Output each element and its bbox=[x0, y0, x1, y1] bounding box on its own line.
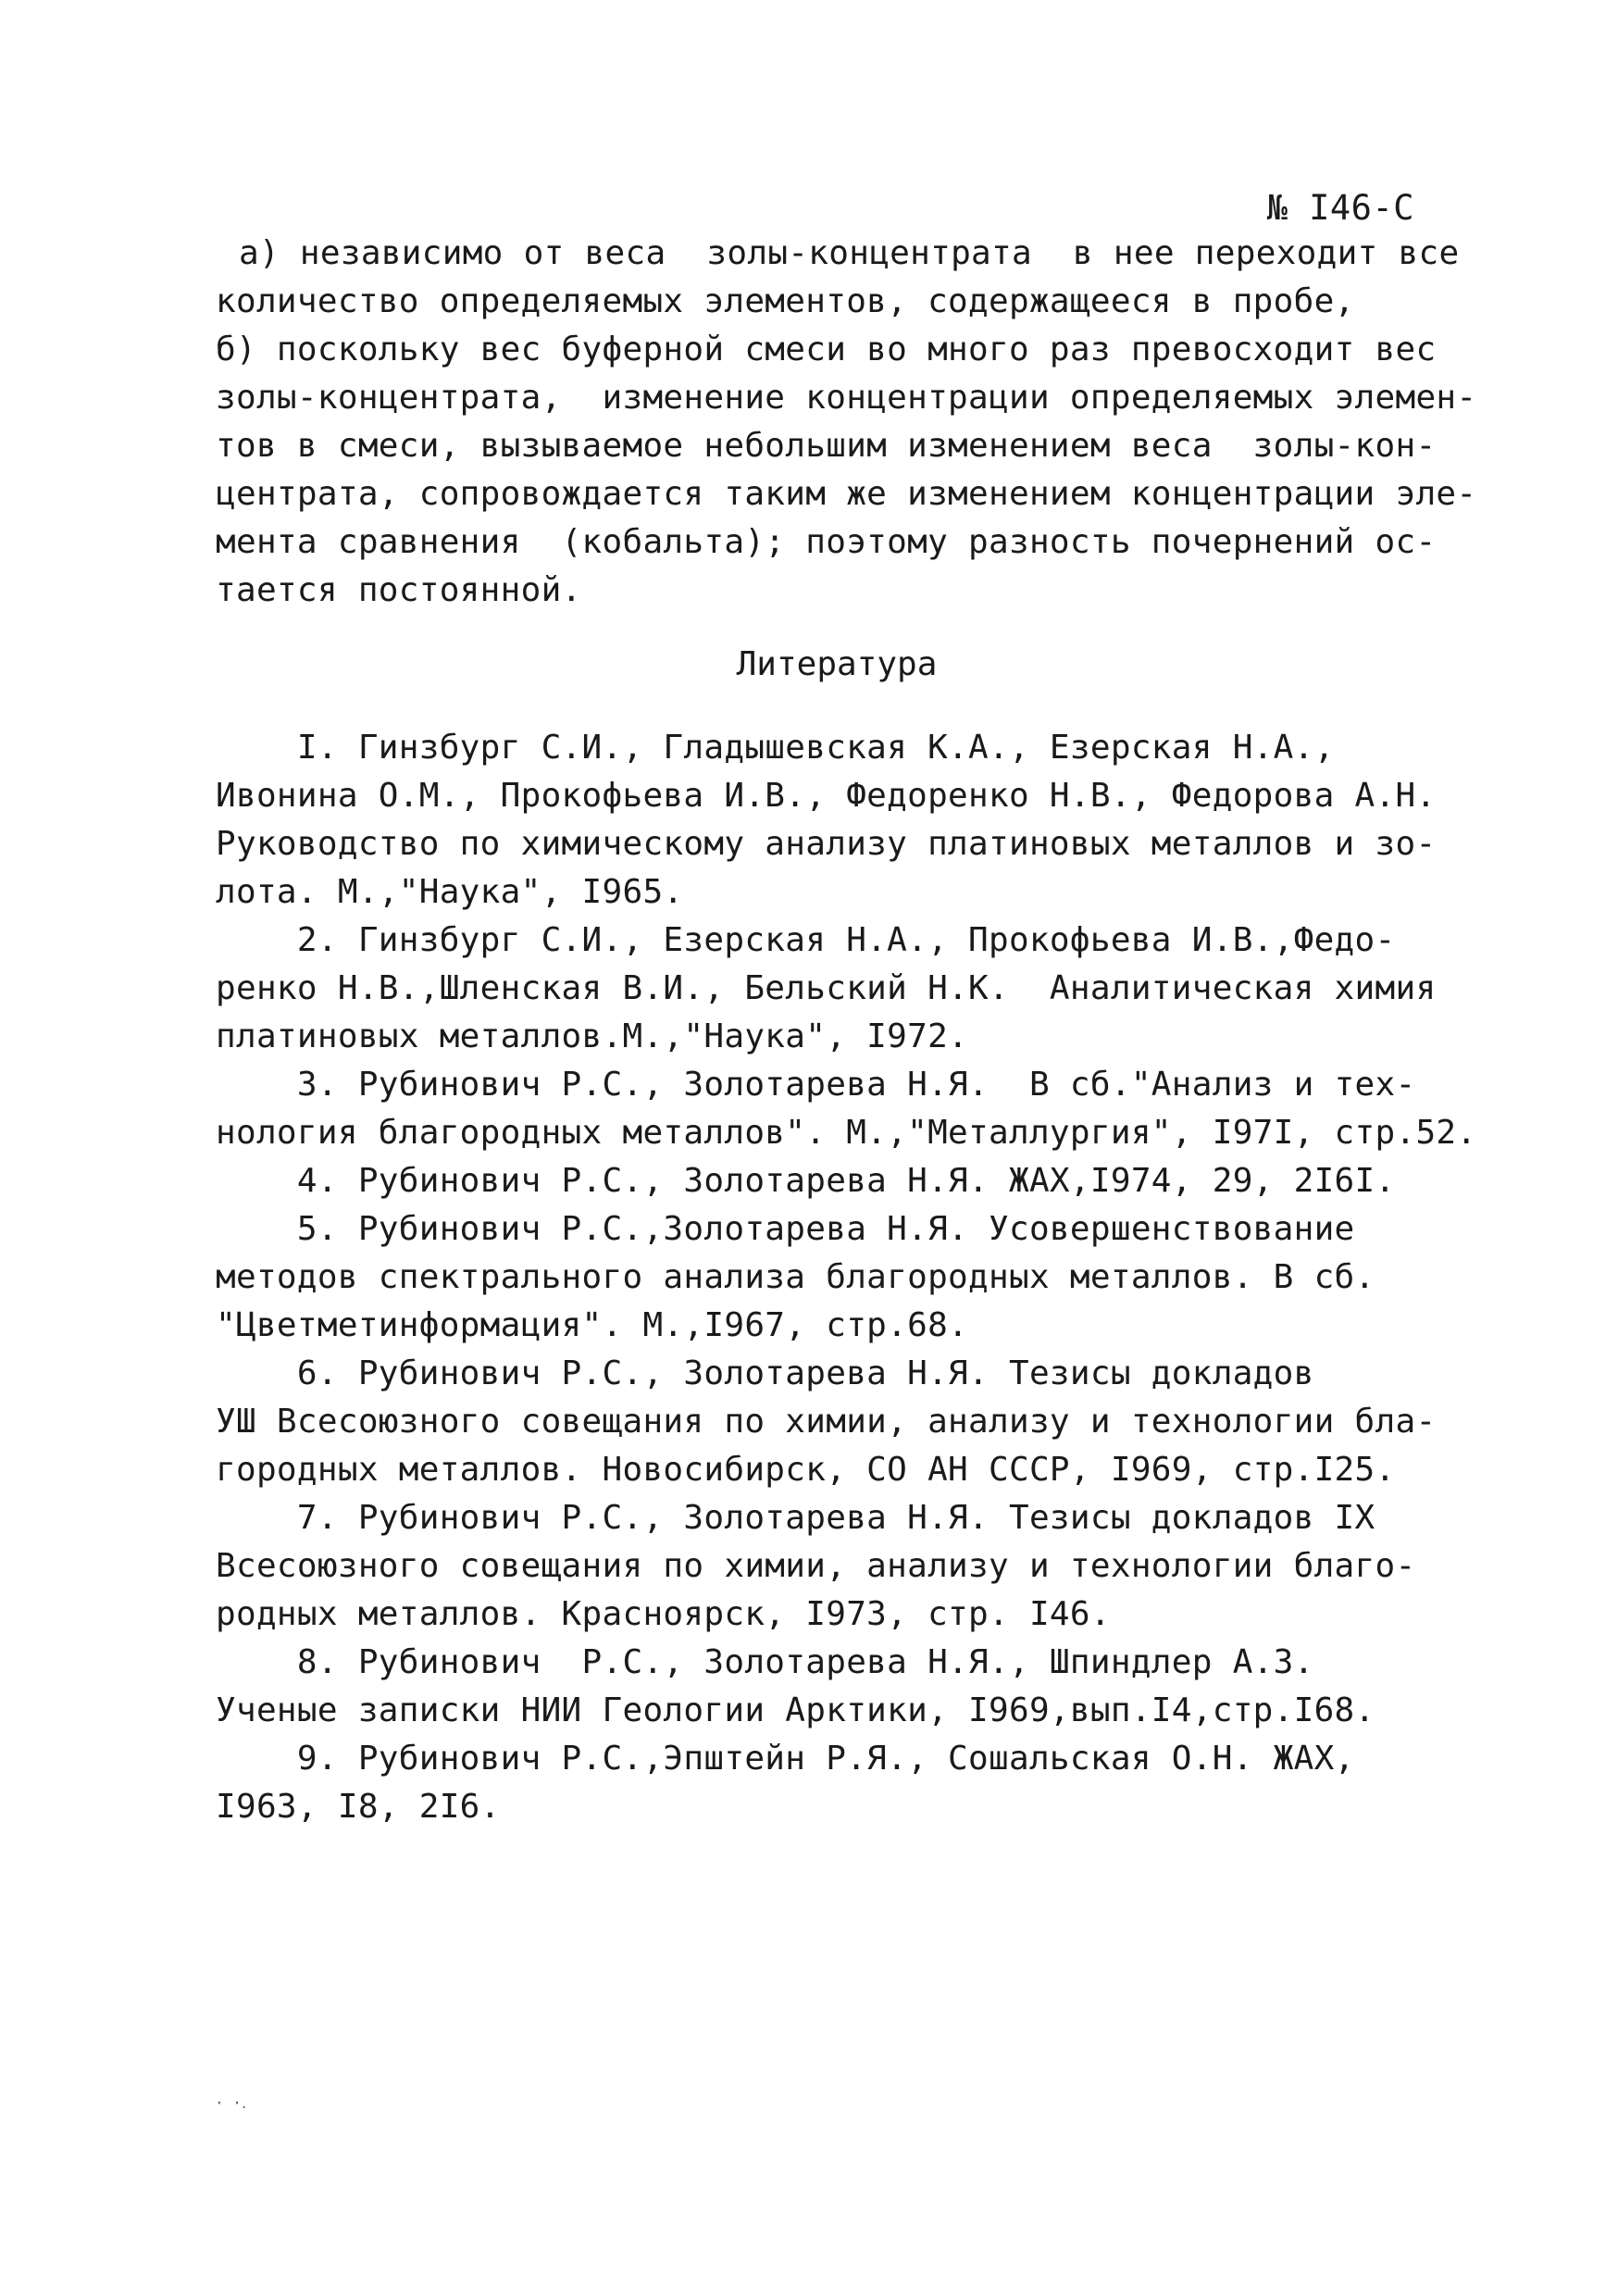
body-line: количество определяемых элементов, содержащееся в пробе, bbox=[216, 282, 1355, 320]
reference-line: "Цветметинформация". М.,I967, стр.68. bbox=[216, 1306, 969, 1344]
reference-line: Ученые записки НИИ Геологии Арктики, I969,вып.I4,стр.I68. bbox=[216, 1691, 1375, 1729]
reference-line: I963, I8, 2I6. bbox=[216, 1788, 501, 1826]
references-heading: Литература bbox=[736, 645, 938, 683]
reference-line: 9. Рубинович Р.С.,Эпштейн Р.Я., Сошальская О.Н. ЖАХ, bbox=[216, 1740, 1355, 1778]
reference-line: ренко Н.В.,Шленская В.И., Бельский Н.К. Аналитическая химия bbox=[216, 969, 1437, 1007]
reference-line: городных металлов. Новосибирск, СО АН СССР, I969, стр.I25. bbox=[216, 1451, 1396, 1489]
body-line: мента сравнения (кобальта); поэтому разность почернений ос- bbox=[216, 523, 1437, 561]
body-line: золы-концентрата, изменение концентрации определяемых элемен- bbox=[216, 379, 1477, 417]
reference-line: 2. Гинзбург С.И., Езерская Н.А., Прокофьева И.В.,Федо- bbox=[216, 921, 1396, 959]
body-line: тается постоянной. bbox=[216, 571, 582, 609]
reference-line: Руководство по химическому анализу платиновых металлов и зо- bbox=[216, 825, 1437, 863]
reference-line: Всесоюзного совещания по химии, анализу и технологии благо- bbox=[216, 1547, 1416, 1585]
reference-line: 5. Рубинович Р.С.,Золотарева Н.Я. Усовершенствование bbox=[216, 1210, 1355, 1248]
reference-line: платиновых металлов.М.,"Наука", I972. bbox=[216, 1017, 969, 1055]
reference-line: 4. Рубинович Р.С., Золотарева Н.Я. ЖАХ,I974, 29, 2I6I. bbox=[216, 1162, 1396, 1200]
reference-line: нология благородных металлов". М.,"Металлургия", I97I, стр.52. bbox=[216, 1114, 1477, 1152]
reference-line: 3. Рубинович Р.С., Золотарева Н.Я. В сб."Анализ и тех- bbox=[216, 1066, 1416, 1104]
reference-line: 6. Рубинович Р.С., Золотарева Н.Я. Тезисы докладов bbox=[216, 1354, 1314, 1392]
reference-line: родных металлов. Красноярск, I973, стр. I46. bbox=[216, 1595, 1111, 1633]
reference-line: методов спектрального анализа благородных металлов. В сб. bbox=[216, 1258, 1375, 1296]
reference-line: лота. М.,"Наука", I965. bbox=[216, 873, 684, 911]
reference-line: 7. Рубинович Р.С., Золотарева Н.Я. Тезисы докладов IX bbox=[216, 1499, 1375, 1537]
document-number: № I46-С bbox=[1266, 188, 1414, 228]
reference-line: I. Гинзбург С.И., Гладышевская К.А., Езерская Н.А., bbox=[216, 729, 1335, 767]
reference-line: УШ Всесоюзного совещания по химии, анализу и технологии бла- bbox=[216, 1403, 1437, 1441]
body-line: а) независимо от веса золы-концентрата в нее переходит все bbox=[239, 234, 1460, 272]
reference-line: Ивонина О.М., Прокофьева И.В., Федоренко Н.В., Федорова А.Н. bbox=[216, 777, 1437, 815]
body-line: тов в смеси, вызываемое небольшим изменением веса золы-кон- bbox=[216, 427, 1437, 465]
body-line: б) поскольку вес буферной смеси во много раз превосходит вес bbox=[216, 331, 1437, 368]
body-line: центрата, сопровождается таким же изменением концентрации эле- bbox=[216, 475, 1477, 513]
reference-line: 8. Рубинович Р.С., Золотарева Н.Я., Шпиндлер А.З. bbox=[216, 1643, 1314, 1681]
scan-speck: · ·․ bbox=[215, 2094, 247, 2112]
